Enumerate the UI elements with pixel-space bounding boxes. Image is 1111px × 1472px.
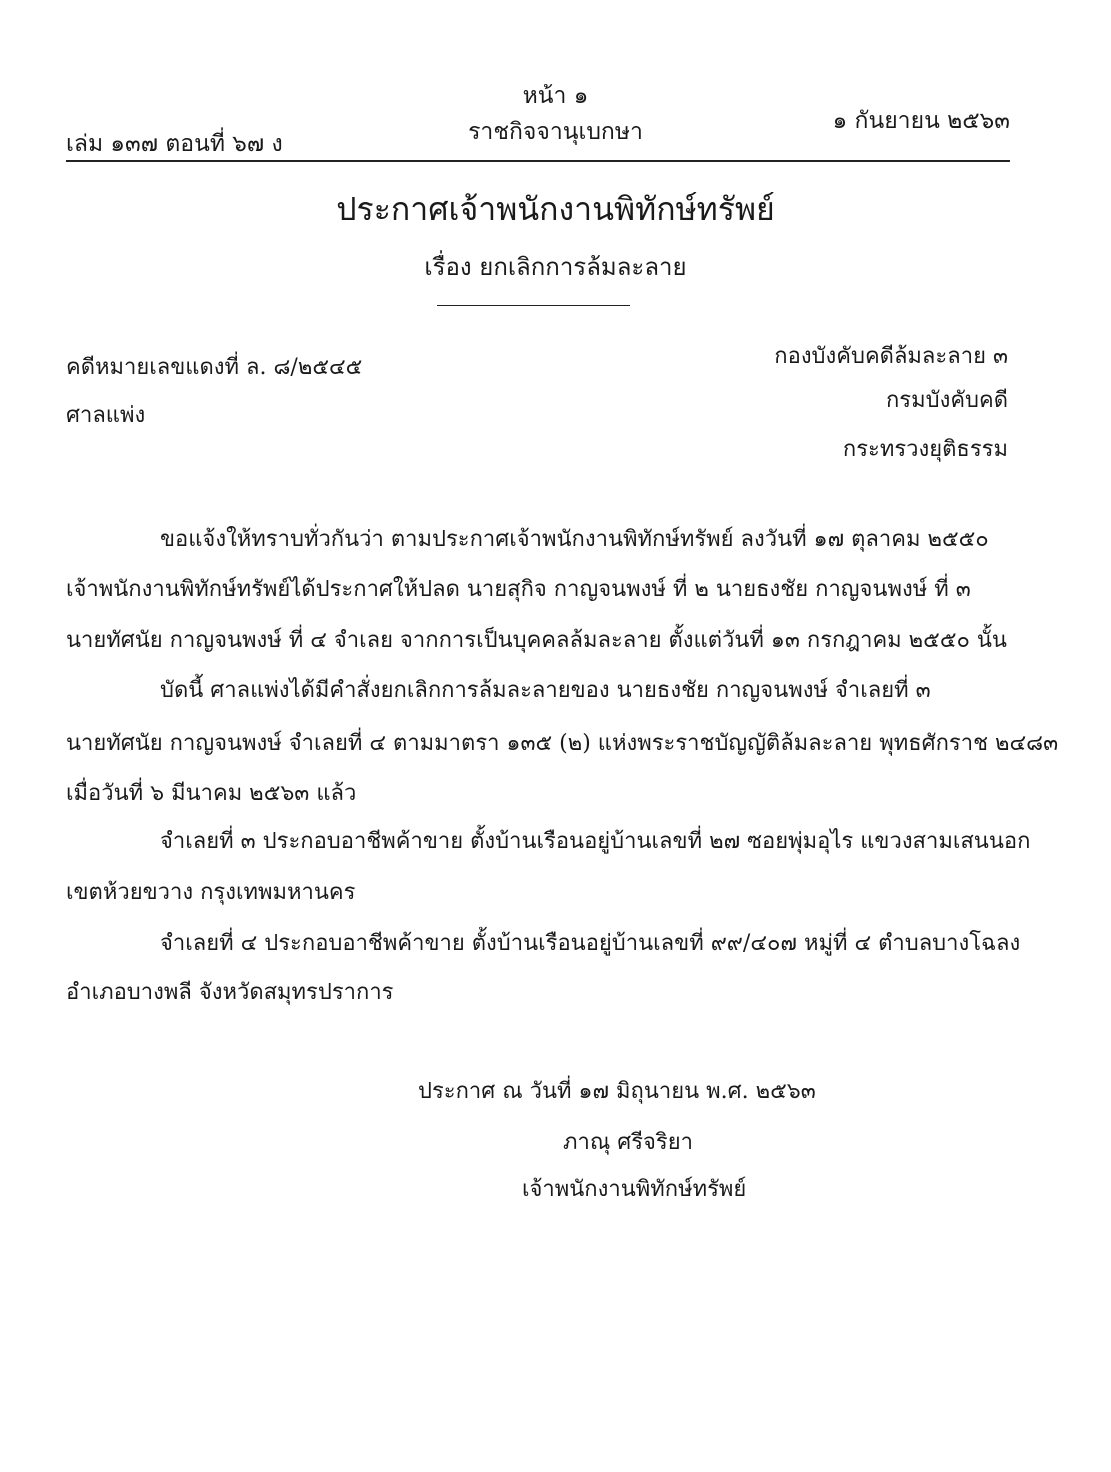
title-divider — [437, 305, 630, 306]
page-number: หน้า ๑ — [522, 83, 589, 109]
body-line-5: นายทัศนัย กาญจนพงษ์ จำเลยที่ ๔ ตามมาตรา ๑๓๕ (๒) แห่งพระราชบัญญัติล้มละลาย พุทธศักราช ๒๔๘๓ — [66, 731, 1059, 756]
office-line-1: กองบังคับคดีล้มละลาย ๓ — [774, 344, 1008, 369]
gazette-name: ราชกิจจานุเบกษา — [468, 119, 643, 145]
body-line-2: เจ้าพนักงานพิทักษ์ทรัพย์ได้ประกาศให้ปลด นายสุกิจ กาญจนพงษ์ ที่ ๒ นายธงชัย กาญจนพงษ์ ที่ ๓ — [66, 577, 971, 602]
court-name: ศาลแพ่ง — [66, 403, 146, 428]
header-divider — [66, 160, 1010, 162]
body-line-6: เมื่อวันที่ ๖ มีนาคม ๒๕๖๓ แล้ว — [66, 781, 357, 806]
case-number: คดีหมายเลขแดงที่ ล. ๘/๒๕๔๕ — [66, 355, 363, 380]
announcement-subject: เรื่อง ยกเลิกการล้มละลาย — [424, 253, 687, 281]
office-line-2: กรมบังคับคดี — [885, 388, 1008, 413]
signature-date: ประกาศ ณ วันที่ ๑๗ มิถุนายน พ.ศ. ๒๕๖๓ — [418, 1079, 816, 1104]
signer-position: เจ้าพนักงานพิทักษ์ทรัพย์ — [522, 1177, 747, 1202]
office-line-3: กระทรวงยุติธรรม — [842, 437, 1008, 462]
body-line-8: เขตห้วยขวาง กรุงเทพมหานคร — [66, 880, 356, 905]
body-line-4: บัดนี้ ศาลแพ่งได้มีคำสั่งยกเลิกการล้มละลายของ นายธงชัย กาญจนพงษ์ จำเลยที่ ๓ — [160, 678, 931, 703]
signer-name: ภาณุ ศรีจริยา — [563, 1130, 693, 1155]
body-line-3: นายทัศนัย กาญจนพงษ์ ที่ ๔ จำเลย จากการเป็นบุคคลล้มละลาย ตั้งแต่วันที่ ๑๓ กรกฎาคม ๒๕๕๐ นั้น — [66, 628, 1007, 653]
gazette-date: ๑ กันยายน ๒๕๖๓ — [832, 108, 1010, 134]
body-line-10: อำเภอบางพลี จังหวัดสมุทรปราการ — [66, 980, 394, 1005]
body-line-9: จำเลยที่ ๔ ประกอบอาชีพค้าขาย ตั้งบ้านเรือนอยู่บ้านเลขที่ ๙๙/๔๐๗ หมู่ที่ ๔ ตำบลบางโฉลง — [160, 931, 1021, 956]
announcement-title: ประกาศเจ้าพนักงานพิทักษ์ทรัพย์ — [336, 190, 775, 228]
volume-issue: เล่ม ๑๓๗ ตอนที่ ๖๗ ง — [66, 131, 283, 157]
body-line-1: ขอแจ้งให้ทราบทั่วกันว่า ตามประกาศเจ้าพนักงานพิทักษ์ทรัพย์ ลงวันที่ ๑๗ ตุลาคม ๒๕๕๐ — [160, 527, 989, 552]
body-line-7: จำเลยที่ ๓ ประกอบอาชีพค้าขาย ตั้งบ้านเรือนอยู่บ้านเลขที่ ๒๗ ซอยพุ่มอุไร แขวงสามเสนนอก — [160, 829, 1031, 854]
